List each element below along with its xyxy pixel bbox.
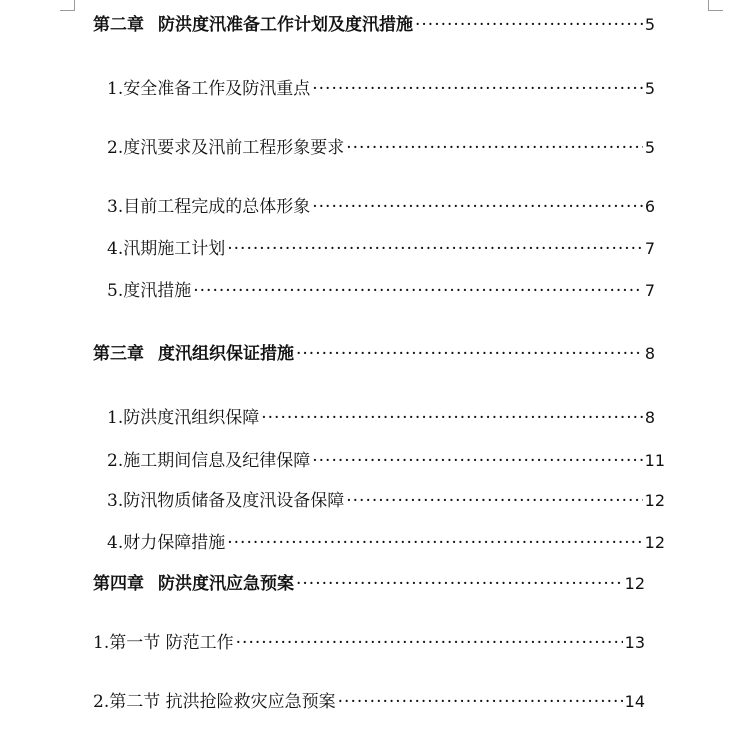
toc-dot-leader bbox=[227, 532, 642, 554]
toc-entry-number: 1. bbox=[93, 633, 110, 653]
toc-entry-title: 度汛要求及汛前工程形象要求 bbox=[123, 138, 345, 158]
toc-entry-2-3[interactable] bbox=[107, 196, 655, 218]
toc-entry-page: 8 bbox=[644, 344, 655, 363]
page-corner-mark-right bbox=[708, 0, 723, 11]
toc-dot-leader bbox=[236, 632, 623, 654]
toc-entry-page: 6 bbox=[644, 197, 655, 216]
toc-entry-label bbox=[107, 407, 259, 429]
toc-entry-4-1[interactable] bbox=[93, 632, 645, 654]
toc-entry-2-5[interactable] bbox=[107, 280, 655, 302]
toc-entry-label bbox=[93, 691, 336, 713]
toc-entry-number: 第二章 bbox=[93, 15, 144, 35]
toc-entry-number: 3. bbox=[107, 491, 124, 511]
toc-entry-title: 防洪度汛应急预案 bbox=[158, 574, 294, 594]
toc-entry-number: 1. bbox=[107, 79, 124, 99]
toc-entry-page: 7 bbox=[644, 281, 655, 300]
toc-dot-leader bbox=[193, 280, 643, 302]
toc-entry-label bbox=[107, 137, 344, 159]
toc-entry-title: 度汛措施 bbox=[123, 281, 192, 301]
toc-entry-number: 第四章 bbox=[93, 574, 144, 594]
toc-entry-label bbox=[107, 196, 310, 218]
toc-entry-number: 4. bbox=[107, 533, 124, 553]
toc-dot-leader bbox=[312, 450, 642, 472]
toc-entry-4-2[interactable] bbox=[93, 691, 645, 713]
toc-entry-number: 1. bbox=[107, 408, 124, 428]
toc-entry-page: 5 bbox=[644, 138, 655, 157]
toc-entry-number: 2. bbox=[107, 451, 124, 471]
toc-chapter-2[interactable] bbox=[93, 14, 655, 36]
toc-entry-number: 3. bbox=[107, 197, 124, 217]
toc-entry-page: 7 bbox=[644, 239, 655, 258]
toc-entry-3-4[interactable] bbox=[107, 532, 665, 554]
toc-entry-label bbox=[107, 450, 310, 472]
toc-dot-leader bbox=[312, 78, 643, 100]
toc-dot-leader bbox=[346, 137, 643, 159]
toc-entry-title: 施工期间信息及纪律保障 bbox=[123, 451, 311, 471]
toc-entry-page: 12 bbox=[624, 574, 645, 593]
toc-entry-title: 第一节 防范工作 bbox=[109, 633, 234, 653]
toc-entry-label bbox=[93, 14, 413, 36]
toc-entry-title: 安全准备工作及防汛重点 bbox=[123, 79, 311, 99]
toc-entry-3-2[interactable] bbox=[107, 450, 665, 472]
toc-dot-leader bbox=[261, 407, 643, 429]
toc-entry-2-4[interactable] bbox=[107, 238, 655, 260]
toc-entry-page: 11 bbox=[644, 451, 665, 470]
toc-dot-leader bbox=[415, 14, 643, 36]
toc-entry-title: 财力保障措施 bbox=[123, 533, 226, 553]
toc-entry-page: 5 bbox=[644, 15, 655, 34]
toc-entry-label bbox=[93, 573, 294, 595]
toc-entry-label bbox=[107, 238, 225, 260]
toc-entry-page: 14 bbox=[624, 692, 645, 711]
toc-entry-title: 度汛组织保证措施 bbox=[158, 344, 294, 364]
toc-entry-label bbox=[93, 343, 294, 365]
toc-dot-leader bbox=[296, 343, 643, 365]
toc-entry-page: 12 bbox=[644, 491, 665, 510]
toc-entry-title: 第二节 抗洪抢险救灾应急预案 bbox=[109, 692, 336, 712]
toc-entry-label bbox=[107, 490, 344, 512]
toc-entry-label bbox=[107, 78, 310, 100]
toc-dot-leader bbox=[312, 196, 643, 218]
toc-entry-number: 2. bbox=[107, 138, 124, 158]
toc-entry-number: 第三章 bbox=[93, 344, 144, 364]
toc-entry-page: 12 bbox=[644, 533, 665, 552]
toc-entry-label bbox=[93, 632, 234, 654]
toc-dot-leader bbox=[296, 573, 623, 595]
toc-entry-page: 5 bbox=[644, 79, 655, 98]
toc-entry-title: 防洪度汛准备工作计划及度汛措施 bbox=[158, 15, 413, 35]
toc-dot-leader bbox=[338, 691, 623, 713]
toc-entry-number: 4. bbox=[107, 239, 124, 259]
toc-chapter-4[interactable] bbox=[93, 573, 645, 595]
toc-entry-2-2[interactable] bbox=[107, 137, 655, 159]
toc-entry-label bbox=[107, 532, 225, 554]
toc-entry-page: 8 bbox=[644, 408, 655, 427]
toc-entry-2-1[interactable] bbox=[107, 78, 655, 100]
toc-entry-title: 防汛物质储备及度汛设备保障 bbox=[123, 491, 345, 511]
toc-entry-title: 防洪度汛组织保障 bbox=[123, 408, 260, 428]
toc-dot-leader bbox=[346, 490, 642, 512]
page-corner-mark-left bbox=[60, 0, 75, 11]
toc-entry-title: 目前工程完成的总体形象 bbox=[123, 197, 311, 217]
toc-dot-leader bbox=[227, 238, 643, 260]
toc-entry-title: 汛期施工计划 bbox=[123, 239, 226, 259]
toc-entry-number: 5. bbox=[107, 281, 124, 301]
toc-entry-page: 13 bbox=[624, 633, 645, 652]
toc-entry-label bbox=[107, 280, 191, 302]
toc-entry-number: 2. bbox=[93, 692, 110, 712]
toc-entry-3-1[interactable] bbox=[107, 407, 655, 429]
toc-chapter-3[interactable] bbox=[93, 343, 655, 365]
toc-entry-3-3[interactable] bbox=[107, 490, 665, 512]
